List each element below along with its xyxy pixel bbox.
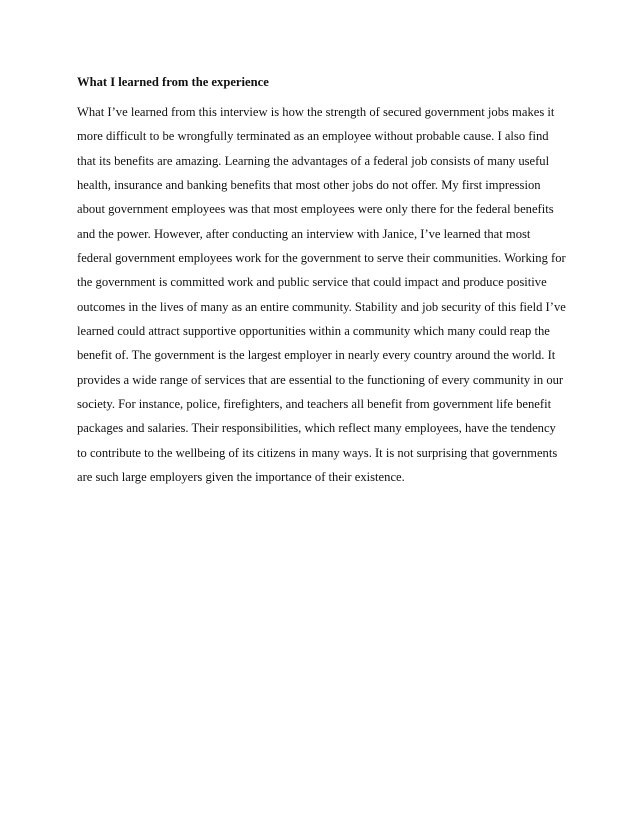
body-paragraph (77, 100, 572, 490)
paragraph-line: society. For instance, police, firefighters, and teachers all benefit from government life benefit (77, 397, 552, 412)
paragraph-line: are such large employers given the importance of their existence. (77, 470, 405, 485)
section-heading: What I learned from the experience (77, 75, 269, 89)
paragraph-line: packages and salaries. Their responsibilities, which reflect many employees, have the tendency (77, 421, 556, 436)
paragraph-line: to contribute to the wellbeing of its citizens in many ways. It is not surprising that governments (77, 445, 558, 460)
paragraph-line: health, insurance and banking benefits that most other jobs do not offer. My first impression (77, 178, 541, 193)
paragraph-line: learned could attract supportive opportunities within a community which many could reap the (77, 324, 550, 339)
paragraph-line: federal government employees work for the government to serve their communities. Working for (77, 251, 566, 266)
paragraph-line: more difficult to be wrongfully terminated as an employee without probable cause. I also find (77, 129, 549, 144)
paragraph-line: and the power. However, after conducting an interview with Janice, I’ve learned that most (77, 226, 531, 241)
paragraph-line: about government employees was that most employees were only there for the federal benefits (77, 202, 554, 217)
paragraph-line: provides a wide range of services that are essential to the functioning of every community in our (77, 372, 564, 387)
document-content (77, 70, 572, 490)
paragraph-line: the government is committed work and public service that could impact and produce positive (77, 275, 547, 290)
paragraph-line: outcomes in the lives of many as an entire community. Stability and job security of this field I’ve (77, 299, 566, 314)
paragraph-line: What I’ve learned from this interview is how the strength of secured government jobs makes it (77, 105, 555, 119)
paragraph-line: that its benefits are amazing. Learning the advantages of a federal job consists of many useful (77, 153, 550, 168)
paragraph-line: benefit of. The government is the largest employer in nearly every country around the world. It (77, 348, 556, 363)
